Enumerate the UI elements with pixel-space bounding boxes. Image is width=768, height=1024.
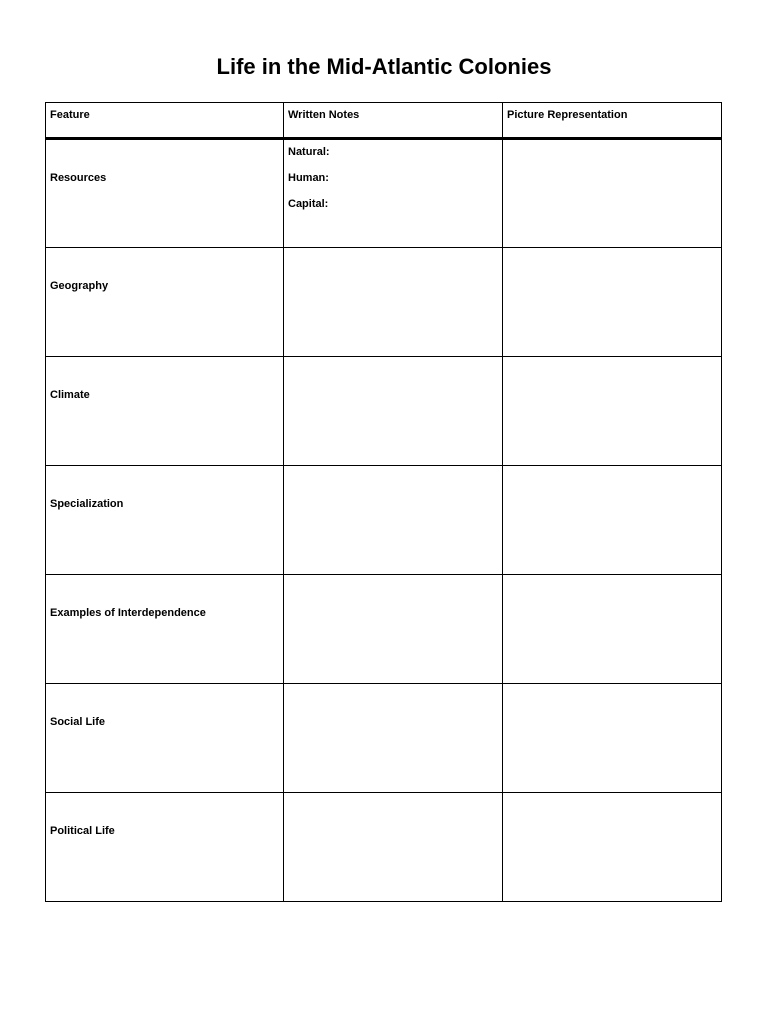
feature-label-specialization: Specialization bbox=[46, 466, 284, 575]
notes-table bbox=[45, 102, 722, 902]
table-row-geography bbox=[46, 248, 722, 357]
table-row-social-life bbox=[46, 684, 722, 793]
picture-cell-social-life[interactable] bbox=[503, 684, 722, 793]
feature-label-resources: Resources bbox=[46, 139, 284, 248]
picture-cell-geography[interactable] bbox=[503, 248, 722, 357]
table-header-row bbox=[46, 103, 722, 139]
picture-cell-climate[interactable] bbox=[503, 357, 722, 466]
notes-label-natural: Natural: bbox=[288, 146, 330, 158]
table-row-political-life bbox=[46, 793, 722, 902]
picture-cell-political-life[interactable] bbox=[503, 793, 722, 902]
feature-label-geography: Geography bbox=[46, 248, 284, 357]
notes-cell-resources[interactable] bbox=[284, 139, 503, 248]
feature-label-social-life: Social Life bbox=[46, 684, 284, 793]
header-feature: Feature bbox=[46, 103, 284, 139]
notes-label-human: Human: bbox=[288, 172, 329, 184]
feature-label-interdependence: Examples of Interdependence bbox=[46, 575, 284, 684]
notes-cell-political-life[interactable] bbox=[284, 793, 503, 902]
notes-cell-climate[interactable] bbox=[284, 357, 503, 466]
feature-label-climate: Climate bbox=[46, 357, 284, 466]
table-row-interdependence bbox=[46, 575, 722, 684]
notes-cell-geography[interactable] bbox=[284, 248, 503, 357]
notes-label-capital: Capital: bbox=[288, 198, 329, 210]
table-row-specialization bbox=[46, 466, 722, 575]
header-written-notes: Written Notes bbox=[284, 103, 503, 139]
picture-cell-interdependence[interactable] bbox=[503, 575, 722, 684]
table-row-climate bbox=[46, 357, 722, 466]
notes-cell-interdependence[interactable] bbox=[284, 575, 503, 684]
feature-label-political-life: Political Life bbox=[46, 793, 284, 902]
table-row-resources bbox=[46, 139, 722, 248]
notes-cell-specialization[interactable] bbox=[284, 466, 503, 575]
header-picture-representation: Picture Representation bbox=[503, 103, 722, 139]
picture-cell-resources[interactable] bbox=[503, 139, 722, 248]
notes-cell-social-life[interactable] bbox=[284, 684, 503, 793]
page-title: Life in the Mid-Atlantic Colonies bbox=[216, 54, 552, 79]
picture-cell-specialization[interactable] bbox=[503, 466, 722, 575]
